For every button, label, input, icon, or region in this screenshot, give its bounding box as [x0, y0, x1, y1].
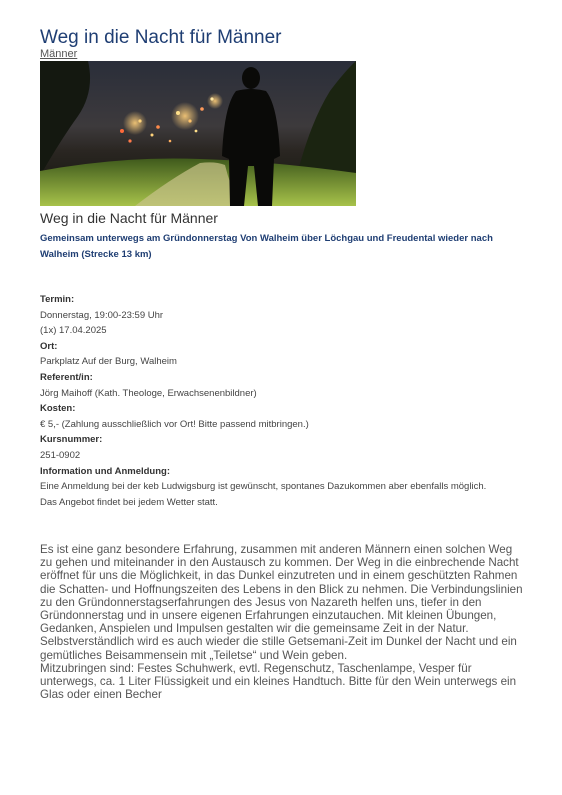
packing-list-paragraph: Mitzubringen sind: Festes Schuhwerk, evtl. Regenschutz, Taschenlampe, Vesper für unterwegs, ca. 1 Liter Flüssigkeit und ein kleines Handtuch. Bitte für den Wein unterwegs ein Glas oder einen Becher — [40, 661, 517, 702]
info-label: Information und Anmeldung: — [40, 465, 170, 477]
termin-label: Termin: — [40, 294, 75, 305]
info-line-1: Eine Anmeldung bei der keb Ludwigsburg ist gewünscht, spontanes Dazukommen aber ebenfalls möglich. — [40, 481, 487, 493]
kursnummer-label: Kursnummer: — [40, 434, 103, 446]
referent-label: Referent/in: — [40, 371, 93, 383]
description-paragraph: Es ist eine ganz besondere Erfahrung, zusammen mit anderen Männern einen solchen Weg zu gehen und miteinander in den Austausch zu kommen. Der Weg in die einbrechende Nacht eröffnet für uns die Möglichkeit, in das Dunkel einzutreten und in einem geschützten Rahmen die Schatten- und Hoffnungszeiten des Lebens in den Blick zu nehmen. Die Verbindungslinien zu den Gründonnerstagserfahrungen des Jesus von Nazareth helfen uns, tiefer in den Gründonnerstag und in unsere eigenen Erfahrungen einzutauchen. Mit kleinen Übungen, Gedanken, Anspielen und Impulsen gestalten wir die gemeinsame Zeit in der Natur. Selbstverständlich wird es auch wieder die stille Getsemani-Zeit im Dunkel der Nacht und ein gemütliches Beisammensein mit „Teiletse“ und Wein geben. — [40, 543, 523, 662]
termin-date: (1x) 17.04.2025 — [40, 325, 107, 337]
termin-value: Donnerstag, 19:00-23:59 Uhr — [40, 309, 164, 321]
hero-image — [40, 61, 356, 206]
kosten-value: € 5,- (Zahlung ausschließlich vor Ort! Bitte passend mitbringen.) — [40, 418, 309, 430]
category-link[interactable]: Männer — [40, 48, 78, 60]
info-line-2: Das Angebot findet bei jedem Wetter statt. — [40, 496, 218, 508]
event-details — [40, 292, 522, 510]
event-description — [40, 543, 524, 701]
ort-label: Ort: — [40, 340, 58, 352]
event-title: Weg in die Nacht für Männer — [40, 210, 218, 226]
ort-value: Parkplatz Auf der Burg, Walheim — [40, 356, 177, 368]
referent-value: Jörg Maihoff (Kath. Theologe, Erwachsenenbildner) — [40, 387, 257, 399]
kursnummer-value: 251-0902 — [40, 449, 81, 461]
event-lead: Gemeinsam unterwegs am Gründonnerstag Von Walheim über Löchgau und Freudental wieder nach Walheim (Strecke 13 km) — [40, 233, 493, 260]
kosten-label: Kosten: — [40, 403, 76, 415]
document-title: Weg in die Nacht für Männer — [40, 27, 282, 48]
